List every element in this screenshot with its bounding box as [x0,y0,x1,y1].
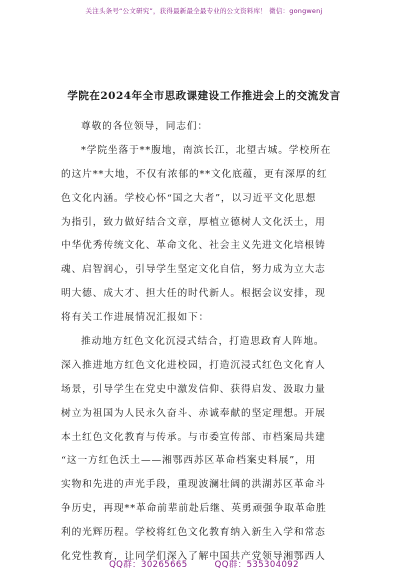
body-line: 中华优秀传统文化、革命文化、社会主义先进文化培根铸 [61,240,326,252]
body-line: 推动地方红色文化沉浸式结合，打造思政育人阵地。 [81,336,325,348]
contact-footer [0,558,408,570]
body-line: 魂、启智润心，引导学生坚定文化自信，努力成为立大志 [61,264,326,276]
qq-group-2: QQ群：535304092 [214,560,299,570]
body-line: 化党性教育，让同学们深入了解中国共产党领导湘鄂西人 [61,551,326,563]
body-line: 实物和先进的声光手段，重现波澜壮阔的洪湖苏区革命斗 [61,479,326,491]
body-line: 场景，引导学生在党史中激发信仰、获得启发、汲取力量 [61,383,326,395]
body-line: 本土红色文化教育与传承。与市委宣传部、市档案局共建 [61,431,326,443]
promo-banner: 关注头条号“公文研究”，获得最新最全最专业的公文资料库！ 微信：gongwenj [85,7,323,15]
body-line: 为指引，致力做好结合文章，厚植立德树人文化沃土，用 [61,216,326,228]
body-line: 的这片**大地，不仅有浓郁的**文化底蕴，更有深厚的红 [61,168,328,180]
document-title: 学院在2024年全市思政课建设工作推进会上的交流发言 [67,90,341,102]
body-line: 尊敬的各位领导，同志们： [81,121,209,132]
qq-group-1: QQ群：30265665 [109,560,188,570]
body-line: 将有关工作进展情况汇报如下： [61,312,210,324]
body-line: 树立为祖国为人民永久奋斗、赤诚奉献的坚定理想。开展 [61,407,326,419]
body-line: 利的光辉历程。学校将红色文化教育纳入新生入学和常态 [61,527,326,539]
body-line: 深入推进地方红色文化进校园，打造沉浸式红色文化育人 [61,359,326,371]
body-line: 色文化内涵。学校心怀“国之大者”，以习近平文化思想 [61,192,317,204]
body-line: 明大德、成大才、担大任的时代新人。根据会议安排，现 [61,288,326,300]
document-body [61,115,361,569]
body-line: *学院坐落于**腹地，南滨长江，北望古城。学校所在 [81,144,332,156]
body-line: 争历史，再现**革命前辈前赴后继、英勇顽强争取革命胜 [61,503,327,515]
body-line: “这一方红色沃土——湘鄂西苏区革命档案史料展”，用 [61,455,317,467]
